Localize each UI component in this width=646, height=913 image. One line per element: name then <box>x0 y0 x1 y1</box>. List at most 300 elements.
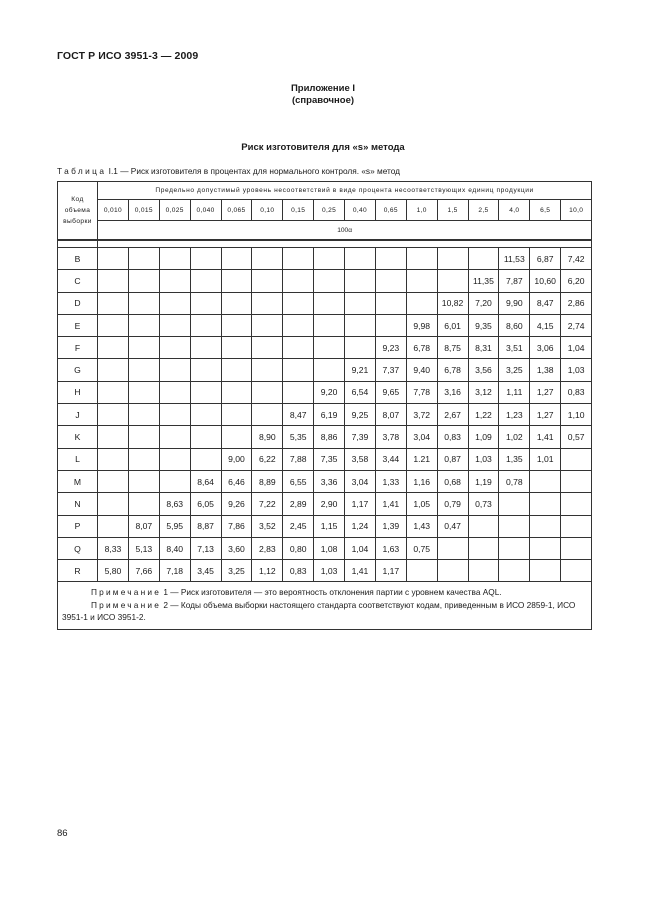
risk-value-cell: 3,78 <box>375 426 406 448</box>
risk-value-cell <box>128 248 159 270</box>
risk-value-cell: 1,17 <box>375 560 406 582</box>
risk-value-cell: 0,83 <box>561 381 592 403</box>
risk-value-cell: 3,04 <box>406 426 437 448</box>
risk-value-cell: 7,22 <box>252 493 283 515</box>
risk-value-cell: 3,16 <box>437 381 468 403</box>
risk-value-cell <box>283 314 314 336</box>
risk-value-cell <box>530 493 561 515</box>
risk-value-cell <box>221 426 252 448</box>
risk-value-cell: 7,39 <box>345 426 376 448</box>
risk-value-cell <box>128 426 159 448</box>
table-row <box>58 537 592 559</box>
table-row <box>58 270 592 292</box>
risk-value-cell <box>345 248 376 270</box>
risk-value-cell <box>406 270 437 292</box>
risk-value-cell <box>345 314 376 336</box>
gap-cell <box>98 240 592 248</box>
risk-value-cell <box>345 292 376 314</box>
risk-value-cell <box>98 248 129 270</box>
risk-value-cell: 7,88 <box>283 448 314 470</box>
risk-value-cell: 1,63 <box>375 537 406 559</box>
risk-value-cell <box>283 292 314 314</box>
table-row <box>58 381 592 403</box>
risk-value-cell <box>437 248 468 270</box>
risk-value-cell: 6,78 <box>437 359 468 381</box>
risk-value-cell <box>375 270 406 292</box>
risk-value-cell <box>221 248 252 270</box>
sample-code-cell: P <box>58 515 98 537</box>
risk-value-cell <box>190 270 221 292</box>
risk-value-cell: 0,83 <box>437 426 468 448</box>
risk-value-cell: 7,37 <box>375 359 406 381</box>
risk-value-cell <box>468 248 499 270</box>
risk-value-cell: 5,35 <box>283 426 314 448</box>
risk-value-cell: 3,56 <box>468 359 499 381</box>
risk-value-cell <box>190 248 221 270</box>
aql-column-header: 10,0 <box>561 200 592 221</box>
risk-value-cell <box>159 270 190 292</box>
risk-value-cell: 9,40 <box>406 359 437 381</box>
aql-column-header: 0,025 <box>159 200 190 221</box>
risk-value-cell: 6,20 <box>561 270 592 292</box>
risk-value-cell <box>98 270 129 292</box>
risk-value-cell: 8,31 <box>468 337 499 359</box>
risk-value-cell: 8,07 <box>128 515 159 537</box>
risk-value-cell <box>252 314 283 336</box>
risk-value-cell: 9,65 <box>375 381 406 403</box>
risk-value-cell: 6,55 <box>283 470 314 492</box>
aql-column-header: 0,065 <box>221 200 252 221</box>
risk-value-cell: 9,90 <box>499 292 530 314</box>
risk-value-cell: 1,03 <box>468 448 499 470</box>
risk-value-cell <box>283 337 314 359</box>
table-row <box>58 560 592 582</box>
aql-column-header: 0,040 <box>190 200 221 221</box>
risk-value-cell: 8,89 <box>252 470 283 492</box>
risk-value-cell <box>468 560 499 582</box>
risk-value-cell <box>561 470 592 492</box>
risk-value-cell: 0,57 <box>561 426 592 448</box>
risk-value-cell: 0,47 <box>437 515 468 537</box>
aql-column-header: 0,015 <box>128 200 159 221</box>
risk-value-cell <box>437 560 468 582</box>
risk-value-cell <box>252 381 283 403</box>
risk-value-cell <box>159 448 190 470</box>
table-row <box>58 426 592 448</box>
risk-value-cell: 9,25 <box>345 404 376 426</box>
risk-value-cell <box>98 381 129 403</box>
note-1-number: 1 <box>163 587 168 598</box>
table-caption-number: I.1 <box>108 166 118 176</box>
risk-value-cell: 1,09 <box>468 426 499 448</box>
risk-value-cell: 3,44 <box>375 448 406 470</box>
risk-value-cell: 6,46 <box>221 470 252 492</box>
note-1 <box>62 586 587 598</box>
aql-header-row <box>58 200 592 221</box>
risk-value-cell: 2,89 <box>283 493 314 515</box>
risk-value-cell: 11,53 <box>499 248 530 270</box>
risk-value-cell: 3,25 <box>499 359 530 381</box>
table-row <box>58 337 592 359</box>
appendix-title: Приложение I <box>290 83 356 94</box>
risk-value-cell: 1,01 <box>530 448 561 470</box>
risk-value-cell: 2,74 <box>561 314 592 336</box>
risk-value-cell <box>561 515 592 537</box>
risk-value-cell <box>406 248 437 270</box>
risk-value-cell: 1,16 <box>406 470 437 492</box>
risk-value-cell <box>190 292 221 314</box>
risk-value-cell <box>190 404 221 426</box>
risk-value-cell: 0,83 <box>283 560 314 582</box>
risk-value-cell <box>252 270 283 292</box>
risk-value-cell <box>499 515 530 537</box>
table-caption-label: Таблица <box>57 166 107 176</box>
risk-value-cell <box>159 337 190 359</box>
risk-value-cell <box>159 470 190 492</box>
risk-value-cell: 6,87 <box>530 248 561 270</box>
risk-value-cell: 0,79 <box>437 493 468 515</box>
aql-column-header: 0,65 <box>375 200 406 221</box>
sample-code-header: Код объема выборки <box>58 182 98 241</box>
note-2-label: Примечание <box>91 599 162 610</box>
risk-value-cell <box>314 337 345 359</box>
risk-value-cell <box>221 337 252 359</box>
risk-value-cell: 1,41 <box>345 560 376 582</box>
risk-value-cell: 6,19 <box>314 404 345 426</box>
risk-value-cell: 10,82 <box>437 292 468 314</box>
aql-column-header: 0,010 <box>98 200 129 221</box>
risk-value-cell: 9,00 <box>221 448 252 470</box>
note-2-text: — Коды объема выборки настоящего стандарта соответствуют кодам, приведенным в ИСО 2859-1, ИСО 3951-1 и ИСО 3951-2. <box>62 599 576 622</box>
risk-value-cell <box>468 515 499 537</box>
risk-value-cell: 7,13 <box>190 537 221 559</box>
notes-block <box>58 582 592 630</box>
risk-value-cell: 8,47 <box>530 292 561 314</box>
table-row <box>58 359 592 381</box>
aql-column-header: 2,5 <box>468 200 499 221</box>
table-row <box>58 314 592 336</box>
risk-value-cell: 8,33 <box>98 537 129 559</box>
risk-value-cell <box>128 470 159 492</box>
risk-value-cell <box>406 560 437 582</box>
risk-value-cell: 1,02 <box>499 426 530 448</box>
risk-value-cell: 3,72 <box>406 404 437 426</box>
risk-value-cell: 3,06 <box>530 337 561 359</box>
risk-value-cell <box>159 381 190 403</box>
risk-value-cell: 3,60 <box>221 537 252 559</box>
risk-value-cell <box>283 359 314 381</box>
risk-value-cell: 1,24 <box>345 515 376 537</box>
table-row <box>58 404 592 426</box>
aql-column-header: 0,15 <box>283 200 314 221</box>
risk-value-cell <box>98 314 129 336</box>
risk-value-cell: 1,33 <box>375 470 406 492</box>
aql-column-header: 6,5 <box>530 200 561 221</box>
risk-value-cell: 5,95 <box>159 515 190 537</box>
sample-code-cell: B <box>58 248 98 270</box>
page-number: 86 <box>57 828 68 839</box>
risk-value-cell <box>190 381 221 403</box>
risk-value-cell <box>499 560 530 582</box>
risk-value-cell: 9,20 <box>314 381 345 403</box>
sample-code-cell: C <box>58 270 98 292</box>
risk-value-cell <box>561 537 592 559</box>
table-row <box>58 470 592 492</box>
risk-value-cell: 7,35 <box>314 448 345 470</box>
risk-value-cell <box>190 359 221 381</box>
risk-value-cell: 6,22 <box>252 448 283 470</box>
standard-header: ГОСТ Р ИСО 3951-3 — 2009 <box>57 50 199 62</box>
risk-value-cell: 1.21 <box>406 448 437 470</box>
sample-code-cell: E <box>58 314 98 336</box>
sample-code-cell: M <box>58 470 98 492</box>
risk-value-cell <box>468 537 499 559</box>
risk-value-cell <box>252 404 283 426</box>
risk-value-cell: 7,20 <box>468 292 499 314</box>
risk-value-cell: 7,78 <box>406 381 437 403</box>
risk-value-cell: 8,75 <box>437 337 468 359</box>
risk-value-cell: 9,21 <box>345 359 376 381</box>
risk-value-cell <box>128 493 159 515</box>
risk-value-cell: 1,27 <box>530 404 561 426</box>
risk-value-cell <box>190 448 221 470</box>
risk-value-cell: 1,11 <box>499 381 530 403</box>
risk-value-cell <box>221 270 252 292</box>
risk-value-cell <box>128 359 159 381</box>
aql-column-header: 1,0 <box>406 200 437 221</box>
risk-value-cell <box>375 292 406 314</box>
producer-risk-table <box>57 181 592 630</box>
risk-value-cell: 5,80 <box>98 560 129 582</box>
risk-value-cell <box>499 493 530 515</box>
appendix-kind: (справочное) <box>291 95 355 106</box>
risk-value-cell <box>159 248 190 270</box>
sample-code-cell: D <box>58 292 98 314</box>
risk-value-cell <box>283 381 314 403</box>
risk-value-cell <box>314 292 345 314</box>
risk-value-cell: 3,58 <box>345 448 376 470</box>
risk-value-cell: 3,25 <box>221 560 252 582</box>
risk-value-cell: 9,23 <box>375 337 406 359</box>
risk-value-cell <box>128 270 159 292</box>
risk-value-cell: 6,05 <box>190 493 221 515</box>
risk-value-cell <box>128 314 159 336</box>
risk-value-cell: 4,15 <box>530 314 561 336</box>
risk-value-cell: 1,08 <box>314 537 345 559</box>
risk-value-cell: 11,35 <box>468 270 499 292</box>
risk-value-cell: 8,47 <box>283 404 314 426</box>
risk-value-cell <box>221 404 252 426</box>
risk-value-cell <box>499 537 530 559</box>
risk-value-cell <box>98 448 129 470</box>
risk-value-cell: 7,42 <box>561 248 592 270</box>
sample-code-cell: J <box>58 404 98 426</box>
risk-value-cell: 5,13 <box>128 537 159 559</box>
risk-value-cell <box>128 448 159 470</box>
risk-value-cell <box>221 381 252 403</box>
risk-value-cell <box>128 337 159 359</box>
risk-value-cell <box>128 381 159 403</box>
risk-value-cell <box>221 314 252 336</box>
risk-value-cell <box>159 292 190 314</box>
risk-value-cell: 7,66 <box>128 560 159 582</box>
sample-code-cell: H <box>58 381 98 403</box>
unit-header: 100α <box>98 221 592 241</box>
table-caption-text: — Риск изготовителя в процентах для нормального контроля. «s» метод <box>117 166 401 176</box>
table-body <box>58 248 592 582</box>
risk-value-cell <box>98 470 129 492</box>
risk-value-cell <box>159 426 190 448</box>
risk-value-cell: 1,05 <box>406 493 437 515</box>
risk-value-cell: 1,27 <box>530 381 561 403</box>
risk-value-cell <box>98 359 129 381</box>
note-2 <box>62 599 587 623</box>
sample-code-cell: R <box>58 560 98 582</box>
risk-value-cell: 6,54 <box>345 381 376 403</box>
risk-value-cell <box>561 448 592 470</box>
risk-value-cell: 1,41 <box>530 426 561 448</box>
risk-value-cell: 7,18 <box>159 560 190 582</box>
risk-value-cell: 1,17 <box>345 493 376 515</box>
risk-value-cell <box>252 359 283 381</box>
risk-value-cell <box>252 248 283 270</box>
risk-value-cell <box>252 337 283 359</box>
risk-value-cell <box>437 537 468 559</box>
risk-value-cell: 6,78 <box>406 337 437 359</box>
risk-value-cell <box>314 359 345 381</box>
risk-value-cell <box>314 248 345 270</box>
table-row <box>58 292 592 314</box>
risk-value-cell: 2,86 <box>561 292 592 314</box>
risk-value-cell: 0,80 <box>283 537 314 559</box>
risk-value-cell <box>98 337 129 359</box>
risk-value-cell: 9,98 <box>406 314 437 336</box>
note-1-label: Примечание <box>91 587 162 598</box>
risk-value-cell: 1,04 <box>345 537 376 559</box>
risk-value-cell <box>345 337 376 359</box>
risk-value-cell: 1,15 <box>314 515 345 537</box>
sample-code-cell: G <box>58 359 98 381</box>
risk-value-cell: 1,12 <box>252 560 283 582</box>
risk-value-cell <box>252 292 283 314</box>
risk-value-cell <box>159 359 190 381</box>
risk-value-cell <box>190 337 221 359</box>
risk-value-cell <box>98 426 129 448</box>
risk-value-cell <box>406 292 437 314</box>
aql-column-header: 0,10 <box>252 200 283 221</box>
risk-value-cell <box>345 270 376 292</box>
risk-value-cell <box>375 248 406 270</box>
table-row <box>58 515 592 537</box>
risk-value-cell <box>561 493 592 515</box>
risk-value-cell: 0,78 <box>499 470 530 492</box>
risk-value-cell <box>221 292 252 314</box>
risk-value-cell <box>283 248 314 270</box>
risk-value-cell: 2,83 <box>252 537 283 559</box>
risk-value-cell: 1,35 <box>499 448 530 470</box>
risk-value-cell <box>190 314 221 336</box>
risk-value-cell <box>190 426 221 448</box>
risk-value-cell: 7,86 <box>221 515 252 537</box>
risk-value-cell: 3,12 <box>468 381 499 403</box>
risk-value-cell: 0,75 <box>406 537 437 559</box>
risk-value-cell <box>128 292 159 314</box>
table-row <box>58 448 592 470</box>
risk-value-cell: 1,38 <box>530 359 561 381</box>
risk-value-cell: 0,87 <box>437 448 468 470</box>
risk-value-cell <box>98 515 129 537</box>
risk-value-cell <box>98 493 129 515</box>
note-2-number: 2 <box>163 599 168 610</box>
risk-value-cell: 1,03 <box>314 560 345 582</box>
risk-value-cell: 8,86 <box>314 426 345 448</box>
risk-value-cell: 1,10 <box>561 404 592 426</box>
risk-value-cell: 3,04 <box>345 470 376 492</box>
risk-value-cell: 3,51 <box>499 337 530 359</box>
risk-value-cell <box>98 292 129 314</box>
risk-value-cell: 9,35 <box>468 314 499 336</box>
risk-value-cell: 8,63 <box>159 493 190 515</box>
note-1-text: — Риск изготовителя — это вероятность отклонения партии с уровнем качества AQL. <box>167 587 502 598</box>
risk-value-cell: 8,07 <box>375 404 406 426</box>
risk-value-cell <box>530 537 561 559</box>
table-row <box>58 493 592 515</box>
risk-value-cell: 8,64 <box>190 470 221 492</box>
risk-value-cell: 3,36 <box>314 470 345 492</box>
risk-value-cell <box>221 359 252 381</box>
risk-value-cell <box>314 314 345 336</box>
risk-value-cell: 8,60 <box>499 314 530 336</box>
risk-value-cell: 1,41 <box>375 493 406 515</box>
sample-code-cell: L <box>58 448 98 470</box>
risk-value-cell: 1,39 <box>375 515 406 537</box>
risk-value-cell: 1,04 <box>561 337 592 359</box>
risk-value-cell <box>530 470 561 492</box>
risk-value-cell: 0,68 <box>437 470 468 492</box>
risk-value-cell <box>530 515 561 537</box>
risk-value-cell: 8,40 <box>159 537 190 559</box>
risk-value-cell: 8,87 <box>190 515 221 537</box>
risk-value-cell: 2,45 <box>283 515 314 537</box>
risk-value-cell: 3,45 <box>190 560 221 582</box>
risk-value-cell: 0,73 <box>468 493 499 515</box>
risk-value-cell <box>561 560 592 582</box>
table-row <box>58 248 592 270</box>
sample-code-cell: Q <box>58 537 98 559</box>
risk-value-cell <box>98 404 129 426</box>
risk-value-cell <box>159 314 190 336</box>
risk-value-cell <box>283 270 314 292</box>
risk-value-cell: 3,52 <box>252 515 283 537</box>
aql-column-header: 1,5 <box>437 200 468 221</box>
risk-value-cell: 8,90 <box>252 426 283 448</box>
risk-value-cell: 7,87 <box>499 270 530 292</box>
aql-column-header: 0,40 <box>345 200 376 221</box>
risk-value-cell: 1,19 <box>468 470 499 492</box>
risk-value-cell: 10,60 <box>530 270 561 292</box>
sample-code-cell: F <box>58 337 98 359</box>
risk-value-cell: 1,22 <box>468 404 499 426</box>
risk-value-cell: 1,23 <box>499 404 530 426</box>
table-caption <box>57 166 400 176</box>
aql-column-header: 4,0 <box>499 200 530 221</box>
section-title: Риск изготовителя для «s» метода <box>241 142 405 153</box>
header-gap-row <box>58 240 592 248</box>
risk-value-cell <box>128 404 159 426</box>
gap-cell <box>58 240 98 248</box>
risk-value-cell <box>437 270 468 292</box>
risk-value-cell: 1,43 <box>406 515 437 537</box>
